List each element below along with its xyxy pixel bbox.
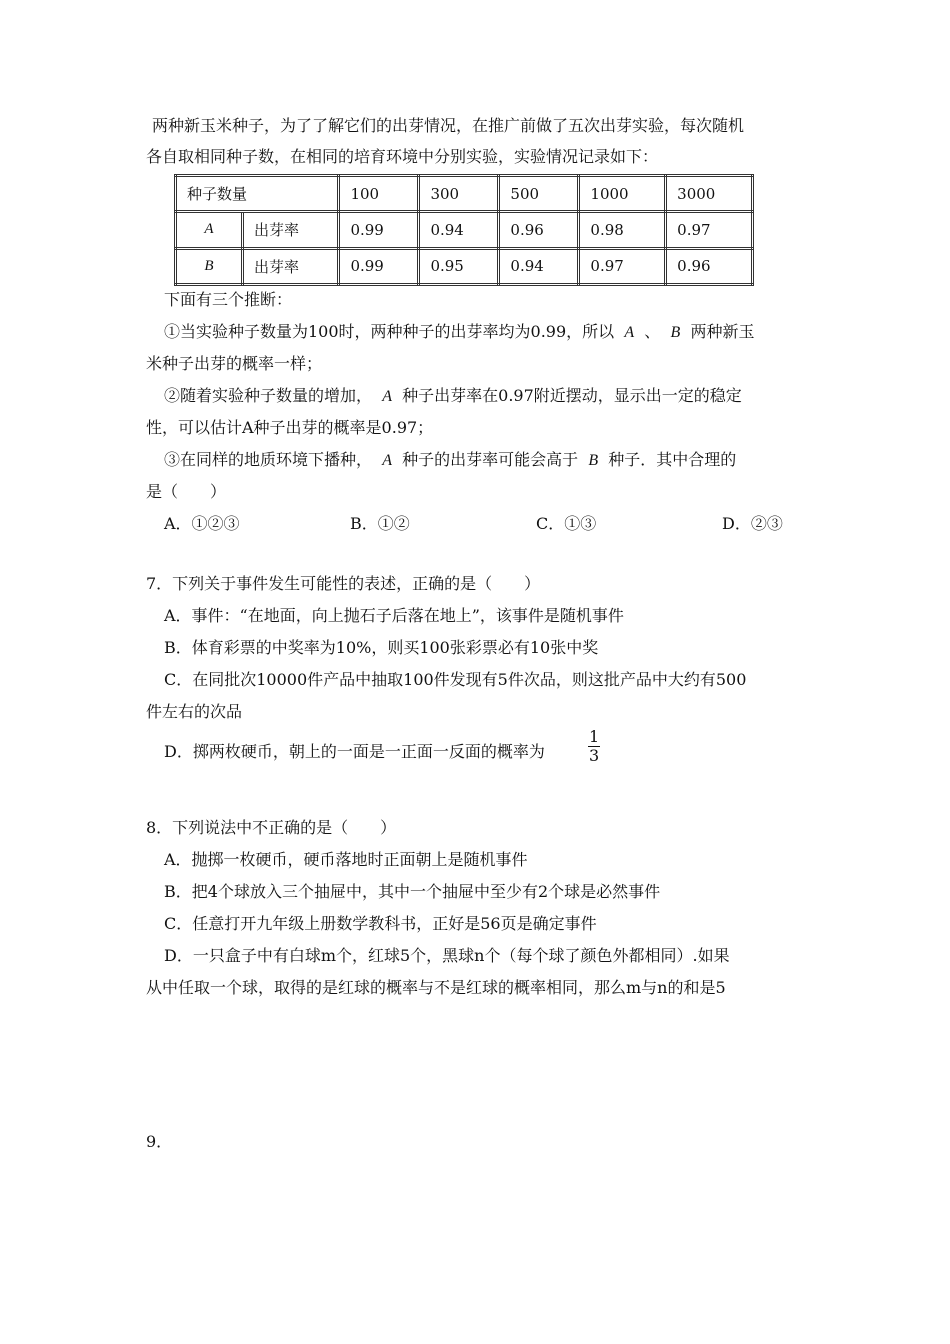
var-a: A <box>382 388 392 405</box>
q7-stem: 7．下列关于事件发生可能性的表述，正确的是（ ） <box>146 574 541 593</box>
rate-cell: 0.97 <box>579 248 666 284</box>
rate-cell: 0.97 <box>666 212 753 248</box>
quantity-cell: 300 <box>419 176 499 212</box>
var-b: B <box>670 324 681 341</box>
q7-option-c-line-1: C．在同批次10000件产品中抽取100件发现有5件次品，则这批产品中大约有500 <box>164 670 747 689</box>
q9-stem: 9． <box>146 1132 173 1151</box>
fraction-one-third <box>588 728 600 765</box>
inference-1-text: ①当实验种子数量为100时，两种种子的出芽率均为0.99，所以 <box>164 322 615 341</box>
q8-stem: 8．下列说法中不正确的是（ ） <box>146 818 397 837</box>
var-a: A <box>382 452 392 469</box>
inference-3-text: ③在同样的地质环境下播种， <box>164 450 373 469</box>
intro-line-1: 两种新玉米种子，为了了解它们的出芽情况，在推广前做了五次出芽实验，每次随机 <box>152 116 745 135</box>
inference-1-line-2: 米种子出芽的概率一样； <box>146 354 323 373</box>
row-metric: 出芽率 <box>243 212 339 248</box>
rate-cell: 0.98 <box>579 212 666 248</box>
inference-3-tail: 种子．其中合理的 <box>608 450 737 469</box>
q8-option-d-line-1: D．一只盒子中有白球m个，红球5个，黑球n个（每个球了颜色外都相同）.如果 <box>164 946 730 965</box>
quantity-cell: 1000 <box>579 176 666 212</box>
var-b: B <box>588 452 599 469</box>
row-label-a: A <box>176 212 243 248</box>
inference-3-line-1 <box>164 450 736 471</box>
q8-option-c: C．任意打开九年级上册数学教科书，正好是56页是确定事件 <box>164 914 597 933</box>
rate-cell: 0.99 <box>339 248 419 284</box>
q7-option-d: D．掷两枚硬币，朝上的一面是一正面一反面的概率为 <box>164 742 545 761</box>
q6-option-a: A．①②③ <box>164 514 240 533</box>
inference-3-line-2: 是（ ） <box>146 482 227 501</box>
fraction-numerator: 1 <box>589 727 600 746</box>
q8-option-a: A．抛掷一枚硬币，硬币落地时正面朝上是随机事件 <box>164 850 528 869</box>
q6-option-d: D．②③ <box>722 514 783 533</box>
separator: 、 <box>644 322 661 341</box>
quantity-cell: 500 <box>499 176 579 212</box>
q8-option-d-line-2: 从中任取一个球，取得的是红球的概率与不是红球的概率相同，那么m与n的和是5 <box>146 978 726 997</box>
rate-cell: 0.94 <box>419 212 499 248</box>
inference-1-tail: 两种新玉 <box>690 322 755 341</box>
inference-2-line-1 <box>164 386 742 407</box>
inference-2-tail: 种子出芽率在0.97附近摆动，显示出一定的稳定 <box>402 386 742 405</box>
inference-2-line-2: 性，可以估计A种子出芽的概率是0.97； <box>146 418 434 437</box>
table-row-b <box>176 248 753 284</box>
rate-cell: 0.96 <box>499 212 579 248</box>
inference-3-mid: 种子的出芽率可能会高于 <box>402 450 579 469</box>
q6-option-c: C．①③ <box>536 514 597 533</box>
inference-2-text: ②随着实验种子数量的增加， <box>164 386 373 405</box>
rate-cell: 0.96 <box>666 248 753 284</box>
germination-table <box>174 174 754 286</box>
row-metric: 出芽率 <box>243 248 339 284</box>
q7-option-a: A．事件：“在地面，向上抛石子后落在地上”，该事件是随机事件 <box>164 606 624 625</box>
fraction-denominator: 3 <box>589 746 600 765</box>
inference-lead: 下面有三个推断： <box>164 290 293 309</box>
row-label-b: B <box>176 248 243 284</box>
quantity-cell: 100 <box>339 176 419 212</box>
rate-cell: 0.94 <box>499 248 579 284</box>
quantity-cell: 3000 <box>666 176 753 212</box>
q6-option-b: B．①② <box>350 514 410 533</box>
table-header-row <box>176 176 753 212</box>
header-seed-quantity: 种子数量 <box>176 176 339 212</box>
q7-option-b: B．体育彩票的中奖率为10%，则买100张彩票必有10张中奖 <box>164 638 599 657</box>
rate-cell: 0.95 <box>419 248 499 284</box>
inference-1-line-1 <box>164 322 754 343</box>
var-a: A <box>624 324 635 341</box>
table-row-a <box>176 212 753 248</box>
intro-line-2: 各自取相同种子数，在相同的培育环境中分别实验，实验情况记录如下： <box>146 147 659 166</box>
q7-option-c-line-2: 件左右的次品 <box>146 702 243 721</box>
q8-option-b: B．把4个球放入三个抽屉中，其中一个抽屉中至少有2个球是必然事件 <box>164 882 661 901</box>
rate-cell: 0.99 <box>339 212 419 248</box>
